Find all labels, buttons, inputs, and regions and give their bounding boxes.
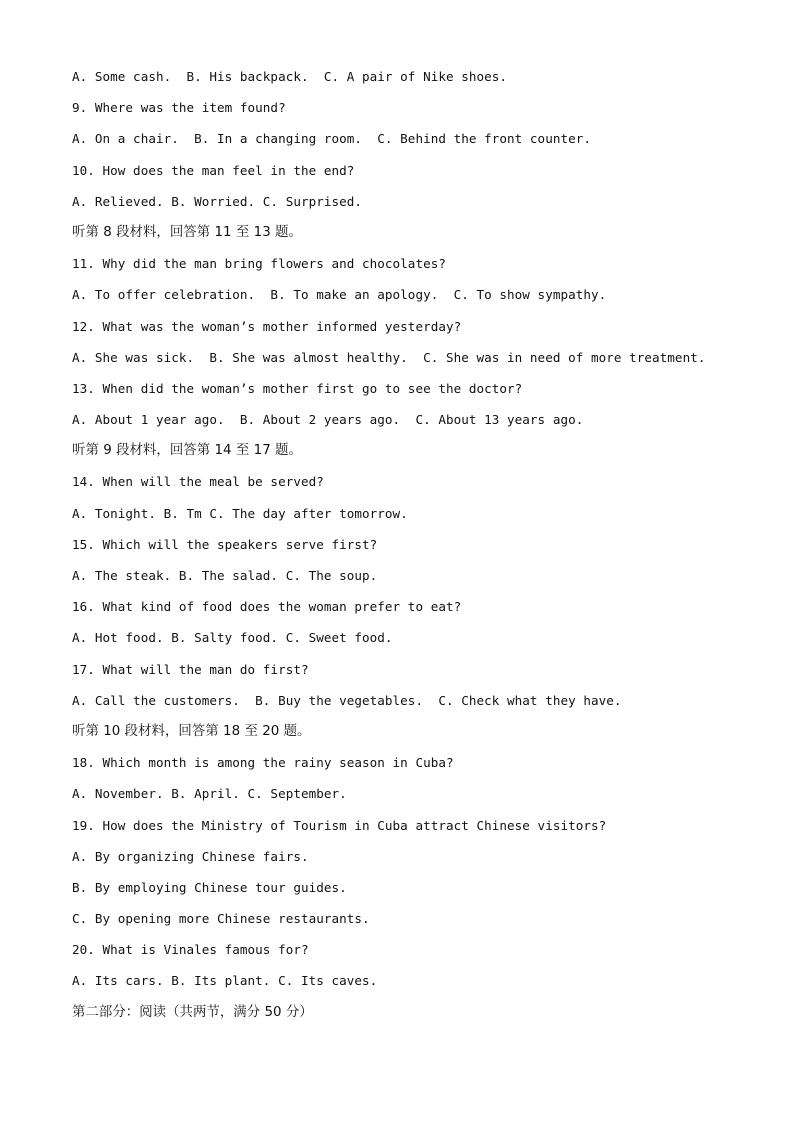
answer-option-q19-b: B. By employing Chinese tour guides. bbox=[72, 879, 347, 895]
answer-options-q8: A. Some cash. B. His backpack. C. A pair of Nike shoes. bbox=[72, 69, 508, 84]
question-15: 15. Which will the speakers serve first? bbox=[72, 536, 378, 552]
answer-options-q11: A. To offer celebration. B. To make an apology. C. To show sympathy. bbox=[72, 287, 607, 303]
question-20: 20. What is Vinales famous for? bbox=[72, 942, 309, 958]
answer-options-q9: A. On a chair. B. In a changing room. C. Behind the front counter. bbox=[72, 131, 591, 147]
answer-options-q20: A. Its cars. B. Its plant. C. Its caves. bbox=[72, 973, 378, 989]
question-16: 16. What kind of food does the woman prefer to eat? bbox=[72, 599, 462, 615]
question-9: 9. Where was the item found? bbox=[72, 100, 286, 116]
section-instruction-9: 听第 9 段材料，回答第 14 至 17 题。 bbox=[72, 443, 302, 459]
question-17: 17. What will the man do first? bbox=[72, 661, 309, 677]
answer-option-q19-c: C. By opening more Chinese restaurants. bbox=[72, 911, 370, 927]
question-18: 18. Which month is among the rainy season in Cuba? bbox=[72, 755, 454, 771]
question-12: 12. What was the woman’s mother informed yesterday? bbox=[72, 318, 462, 334]
answer-options-q13: A. About 1 year ago. B. About 2 years ago. C. About 13 years ago. bbox=[72, 412, 584, 428]
answer-options-q16: A. Hot food. B. Salty food. C. Sweet food. bbox=[72, 630, 393, 646]
section-instruction-10: 听第 10 段材料，回答第 18 至 20 题。 bbox=[72, 723, 311, 739]
answer-options-q12: A. She was sick. B. She was almost healthy. C. She was in need of more treatment. bbox=[72, 349, 706, 365]
section-instruction-8: 听第 8 段材料，回答第 11 至 13 题。 bbox=[72, 224, 302, 240]
question-13: 13. When did the woman’s mother first go to see the doctor? bbox=[72, 380, 523, 396]
document-page bbox=[72, 66, 772, 1033]
question-11: 11. Why did the man bring flowers and chocolates? bbox=[72, 256, 446, 272]
question-10: 10. How does the man feel in the end? bbox=[72, 162, 355, 178]
answer-option-q19-a: A. By organizing Chinese fairs. bbox=[72, 848, 309, 864]
answer-options-q17: A. Call the customers. B. Buy the vegetables. C. Check what they have. bbox=[72, 692, 622, 708]
question-19: 19. How does the Ministry of Tourism in Cuba attract Chinese visitors? bbox=[72, 817, 607, 833]
part-two-heading: 第二部分：阅读（共两节，满分 50 分） bbox=[72, 1004, 313, 1020]
answer-options-q10: A. Relieved. B. Worried. C. Surprised. bbox=[72, 193, 363, 209]
answer-options-q15: A. The steak. B. The salad. C. The soup. bbox=[72, 568, 378, 583]
answer-options-q14: A. Tonight. B. Tm C. The day after tomorrow. bbox=[72, 505, 408, 521]
question-14: 14. When will the meal be served? bbox=[72, 474, 324, 490]
answer-options-q18: A. November. B. April. C. September. bbox=[72, 786, 347, 802]
